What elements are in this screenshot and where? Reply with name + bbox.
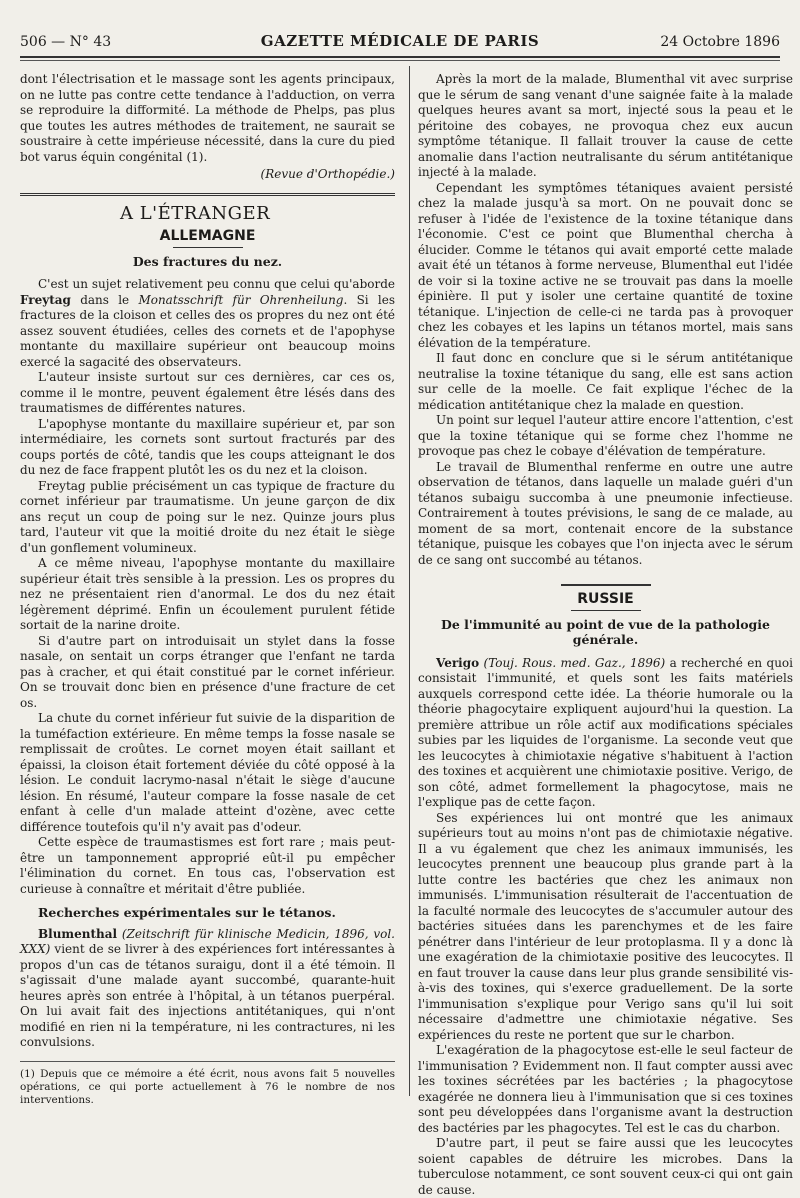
article-paragraph: La chute du cornet inférieur fut suivie de la disparition de la tuméfaction extérieure. En même temps la fosse nasale se remplissait de croûtes. Le cornet moyen était saillant et épaissi, la cloison était fortement déviée du côté opposé à la lésion. Le conduit lacrymo-nasal n'était le siège d'aucune lésion. En résumé, l'auteur compare la fosse nasale de cet enfant à celle d'un malade atteint d'ozène, avec cette différence toutefois qu'il n'y avait pas d'odeur. bbox=[20, 711, 395, 834]
journal-title: GAZETTE MÉDICALE DE PARIS bbox=[260, 32, 540, 50]
country-heading-germany: ALLEMAGNE bbox=[159, 228, 256, 244]
author-name: Freytag bbox=[20, 292, 71, 307]
article-paragraph bbox=[20, 277, 395, 370]
country-underline bbox=[571, 610, 641, 611]
page-number: 506 — N° 43 bbox=[20, 34, 112, 50]
country-underline bbox=[173, 247, 243, 248]
page-header bbox=[20, 26, 780, 50]
journal-name: Monatsschrift für Ohrenheilung bbox=[138, 292, 344, 307]
left-column bbox=[20, 72, 395, 1107]
text-run: dans le bbox=[70, 292, 139, 307]
article-title-immunity: De l'immunité au point de vue de la pathologie générale. bbox=[440, 616, 771, 647]
text-run: C'est un sujet relativement peu connu que celui qu'aborde bbox=[38, 277, 395, 291]
journal-name: (Zeitschrift für klinische Medicin, 1896, vol. XXX) bbox=[20, 926, 395, 956]
journal-name: (Touj. Rous. med. Gaz., 1896) bbox=[483, 655, 666, 670]
article-paragraph: Cependant les symptômes tétaniques avaient persisté chez la malade jusqu'à sa mort. On ne pouvait donc se refuser à l'idée de l'existence de la toxine tétanique dans l'économie. C'est ce point que Blumenthal chercha à élucider. Comme le tétanos qui avait emporté cette malade avait été un tétanos à forme nerveuse, Blumenthal eut l'idée de voir si la toxine active ne se trouvait pas dans la moelle épinière. Il put y isoler une certaine quantité de toxine tétanique. L'injection de celle-ci ne tarda pas à provoquer chez les cobayes et les lapins un tétanos mortel, mais sans élévation de la température. bbox=[418, 180, 793, 350]
article-paragraph: Ses expériences lui ont montré que les animaux supérieurs tout au moins n'ont pas de chimiotaxie négative. Il a vu également que chez les animaux immunisés, les leucocytes prennent une beaucoup plus grande part à la lutte contre les bactéries que chez les animaux non immunisés. L'immunisation résulterait de l'accentuation de la faculté normale des leucocytes de s'accumuler autour des bactéries situées dans les parenchymes et de les faire pénétrer dans l'intérieur de leur protoplasma. Il y a donc là une exagération de la chimiotaxie positive des leucocytes. Il en faut trouver la cause dans leur plus grande sensibilité vis-à-vis des toxines, qui s'exerce graduellement. De la sorte l'immunisation s'explique pour Verigo sans qu'il lui soit nécessaire d'admettre une chimiotaxie négative. Ses expériences du reste ne portent que sur le charbon. bbox=[418, 810, 793, 1042]
author-name: Verigo bbox=[436, 655, 480, 670]
right-column bbox=[418, 72, 793, 1198]
article-paragraph: Il faut donc en conclure que si le sérum antitétanique neutralise la toxine tétanique du sang, elle est sans action sur celle de la moelle. Ce fait explique l'échec de la médication antitétanique chez la malade en question. bbox=[418, 351, 793, 412]
article-paragraph: Cette espèce de traumastismes est fort rare ; mais peut-être un tamponnement approprié eût-il pu empêcher l'élimination du cornet. En tous cas, l'observation est curieuse à connaître et méritait d'être publiée. bbox=[20, 835, 395, 896]
header-rule-thin bbox=[20, 60, 780, 61]
text-run: vient de se livrer à des expériences fort intéressantes à propos d'un cas de tétanos suraigu, dont il a été témoin. Il s'agissait d'une malade ayant succombé, quarante-huit heures après son entrée à l'hôpital, à un tétanos puerpéral. On lui avait fait des injections antitétaniques, qui n'ont modifié en rien ni la température, ni les contractures, ni les convulsions. bbox=[20, 942, 395, 1049]
article-paragraph: Si d'autre part on introduisait un stylet dans la fosse nasale, on sentait un corps étranger que l'enfant ne tarda pas à cracher, et qui était constitué par le cornet inférieur. On se trouvait donc bien en présence d'une fracture de cet os. bbox=[20, 633, 395, 710]
section-divider bbox=[20, 193, 395, 196]
article-paragraph: Après la mort de la malade, Blumenthal vit avec surprise que le sérum de sang venant d'une saignée faite à la malade quelques heures avant sa mort, injecté sous la peau et le péritoine des cobayes, ne provoqua chez eux aucun symptôme tétanique. Il fallait trouver la cause de cette anomalie dans l'action neutralisante du sérum antitétanique injecté à la malade. bbox=[418, 72, 793, 179]
country-divider bbox=[561, 584, 651, 586]
article-paragraph: Un point sur lequel l'auteur attire encore l'attention, c'est que la toxine tétanique qui se forme chez l'homme ne provoque pas chez le cobaye d'élévation de température. bbox=[418, 413, 793, 458]
article-paragraph: Le travail de Blumenthal renferme en outre une autre observation de tétanos, dans laquelle un malade guéri d'un tétanos subaigu succomba à une pneumonie infectieuse. Contrairement à toutes prévisions, le sang de ce malade, au moment de sa mort, contenait encore de la substance tétanique, puisque les cobayes que l'on injecta avec le sérum de ce sang ont succombé au tétanos. bbox=[418, 459, 793, 567]
intro-paragraph: dont l'électrisation et le massage sont les agents principaux, on ne lutte pas contre cette tendance à l'adduction, on verra se reproduire la difformité. La méthode de Phelps, pas plus que toutes les autres méthodes de traitement, ne saurait se soustraire à cette impérieuse nécessité, dans la cure du pied bot varus équin congénital (1). bbox=[20, 72, 395, 164]
article-paragraph: L'apophyse montante du maxillaire supérieur et, par son intermédiaire, les cornets sont surtout fracturés par des coups portés de côté, tandis que les coups atteignant le dos du nez de face frappent plutôt les os du nez et la cloison. bbox=[20, 416, 395, 477]
article-title-nose-fractures: Des fractures du nez. bbox=[132, 253, 283, 269]
article-paragraph bbox=[20, 927, 395, 1051]
text-run: . Si les fractures de la cloison et celles des os propres du nez ont été assez souvent étudiées, celles des cornets et de l'apophyse montante du maxillaire supérieur ont beaucoup moins exercé la sagacité des observateurs. bbox=[20, 292, 395, 369]
section-title: A L'ÉTRANGER bbox=[120, 202, 271, 224]
article-title-tetanus: Recherches expérimentales sur le tétanos. bbox=[38, 905, 336, 920]
column-separator bbox=[409, 66, 410, 1096]
source-citation: (Revue d'Orthopédie.) bbox=[260, 167, 395, 181]
article-paragraph: L'auteur insiste surtout sur ces dernières, car ces os, comme il le montre, peuvent également être lésés dans des traumatismes de différentes natures. bbox=[20, 370, 395, 415]
footnote-rule bbox=[20, 1061, 395, 1062]
article-paragraph bbox=[418, 656, 793, 811]
article-paragraph: A ce même niveau, l'apophyse montante du maxillaire supérieur était très sensible à la pression. Les os propres du nez ne présentaient rien d'anormal. Le dos du nez était légèrement déprimé. Enfin un écoulement purulent fétide sortait de la narine droite. bbox=[20, 556, 395, 632]
country-heading-russia: RUSSIE bbox=[577, 591, 634, 607]
text-run: a recherché en quoi consistait l'immunité, et quels sont les faits matériels auxquels correspond cette idée. La théorie humorale ou la théorie phagocytaire expliquent aujourd'hui la question. La première attribue un rôle actif aux modifications spéciales subies par les liquides de l'organisme. La seconde veut que les leucocytes à chimiotaxie négative s'habituent à l'action des toxines et acquièrent une chimiotaxie positive. Verigo, de son côté, admet formellement la phagocytose, mais ne l'explique pas de cette façon. bbox=[418, 655, 793, 809]
header-rule bbox=[20, 56, 780, 58]
issue-date: 24 Octobre 1896 bbox=[660, 34, 780, 50]
article-paragraph: Freytag publie précisément un cas typique de fracture du cornet inférieur par traumatisme. Un jeune garçon de dix ans reçut un coup de poing sur le nez. Quinze jours plus tard, l'auteur vit que la moitié droite du nez était le siège d'un gonflement volumineux. bbox=[20, 478, 395, 555]
footnote: (1) Depuis que ce mémoire a été écrit, nous avons fait 5 nouvelles opérations, ce qui porte actuellement à 76 le nombre de nos interventions. bbox=[20, 1067, 395, 1106]
article-paragraph: D'autre part, il peut se faire aussi que les leucocytes soient capables de détruire les microbes. Dans la tuberculose notamment, ce sont souvent ceux-ci qui ont gain de cause. bbox=[418, 1136, 793, 1197]
article-paragraph: L'exagération de la phagocytose est-elle le seul facteur de l'immunisation ? Evidemment non. Il faut compter aussi avec les toxines sécrétées par les bactéries ; la phagocytose exagérée ne donnera lieu à l'immunisation que si ces toxines sont peu développées dans l'organisme avant la destruction des bactéries par les phagocytes. Tel est le cas du charbon. bbox=[418, 1043, 793, 1135]
author-name: Blumenthal bbox=[38, 926, 118, 941]
